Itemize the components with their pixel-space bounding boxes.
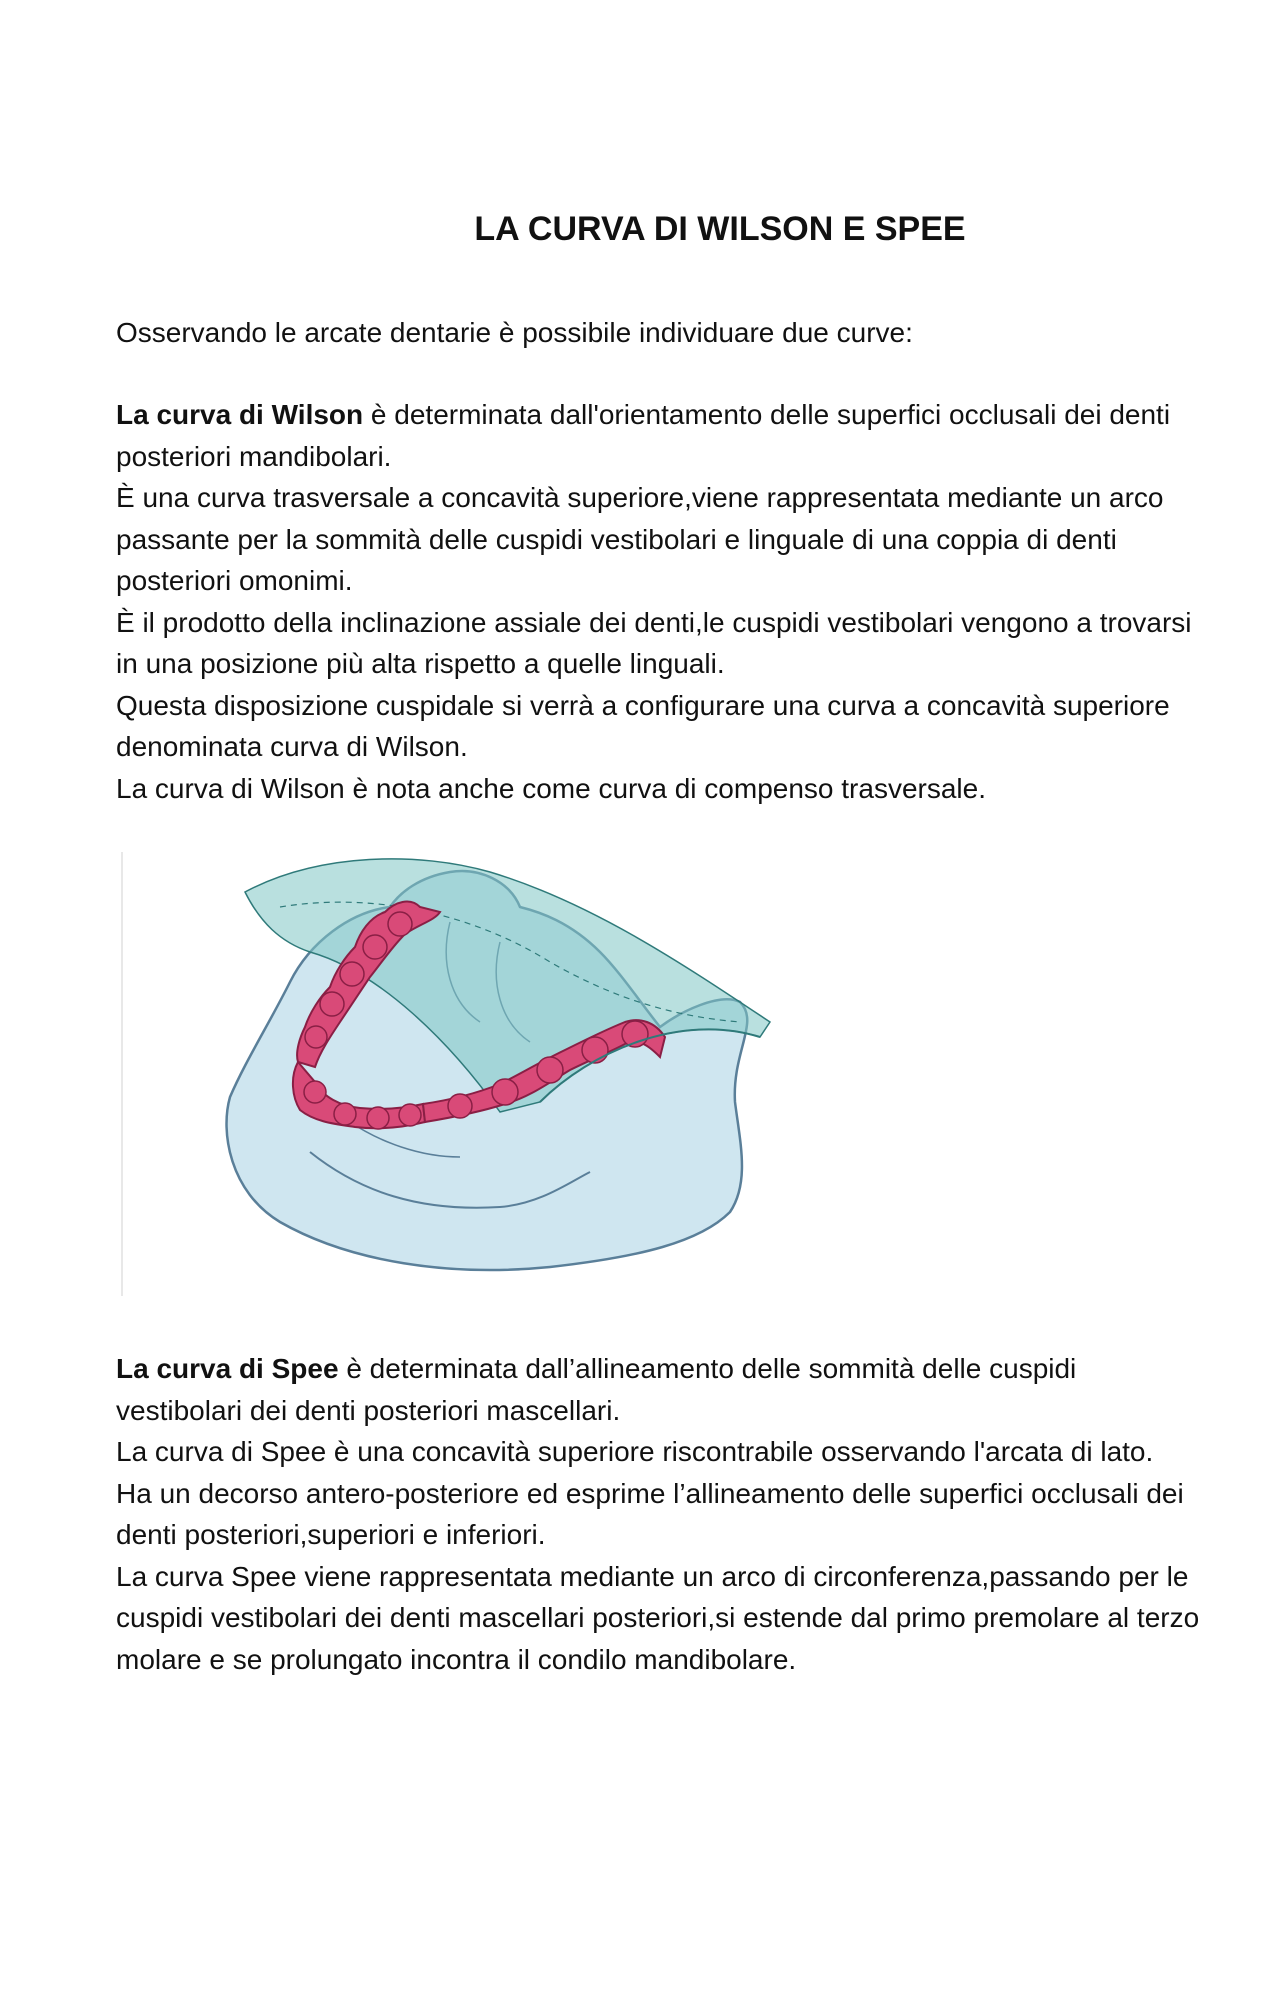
wilson-heading: La curva di Wilson xyxy=(116,399,364,430)
tooth-cusp xyxy=(320,992,344,1016)
wilson-line-3: Questa disposizione cuspidale si verrà a configurare una curva a concavità superiore denominata curva di Wilson. xyxy=(116,689,1170,762)
tooth-cusp xyxy=(305,1026,327,1048)
spee-line-2: Ha un decorso antero-posteriore ed esprime l’allineamento delle superfici occlusali dei denti posteriori,superiori e inferiori. xyxy=(116,1477,1184,1550)
tooth-cusp xyxy=(367,1107,389,1129)
tooth-cusp xyxy=(399,1104,421,1126)
tooth-cusp xyxy=(492,1079,518,1105)
intro-paragraph xyxy=(116,312,1206,354)
tooth-cusp xyxy=(334,1103,356,1125)
wilson-section xyxy=(116,394,1206,809)
spee-line-0 xyxy=(116,1348,1206,1431)
wilson-line-2: È il prodotto della inclinazione assiale dei denti,le cuspidi vestibolari vengono a trovarsi in una posizione più alta rispetto a quelle linguali. xyxy=(116,606,1192,679)
wilson-line-1: È una curva trasversale a concavità superiore,viene rappresentata mediante un arco passante per la sommità delle cuspidi vestibolari e linguale di una coppia di denti posteriori omonimi. xyxy=(116,482,1164,596)
tooth-cusp xyxy=(340,962,364,986)
tooth-cusp xyxy=(363,935,387,959)
intro-text: Osservando le arcate dentarie è possibile individuare due curve: xyxy=(116,317,913,348)
tooth-cusp xyxy=(304,1081,326,1103)
spee-line-1: La curva di Spee è una concavità superiore riscontrabile osservando l'arcata di lato. xyxy=(116,1436,1154,1467)
tooth-cusp xyxy=(388,912,412,936)
wilson-line-4: La curva di Wilson è nota anche come curva di compenso trasversale. xyxy=(116,772,986,804)
tooth-cusp xyxy=(582,1037,608,1063)
wilson-line-0 xyxy=(116,394,1206,477)
wilson-line-0-text: è determinata dall'orientamento delle superfici occlusali dei denti posteriori mandibolari. xyxy=(116,399,1171,472)
spee-line-3: La curva Spee viene rappresentata mediante un arco di circonferenza,passando per le cuspidi vestibolari dei denti mascellari posteriori,si estende dal primo premolare al terzo molare e se prolungato incontra il condilo mandibolare. xyxy=(116,1560,1200,1675)
tooth-cusp xyxy=(448,1094,472,1118)
spee-section xyxy=(116,1348,1206,1680)
tooth-cusp xyxy=(537,1057,563,1083)
mandible-illustration-svg xyxy=(120,812,872,1296)
spee-line-0-text: è determinata dall’allineamento delle sommità delle cuspidi vestibolari dei denti posteriori mascellari. xyxy=(116,1353,1077,1426)
page-title: LA CURVA DI WILSON E SPEE xyxy=(474,210,966,248)
spee-heading: La curva di Spee xyxy=(116,1353,339,1384)
mandible-illustration xyxy=(120,812,872,1296)
